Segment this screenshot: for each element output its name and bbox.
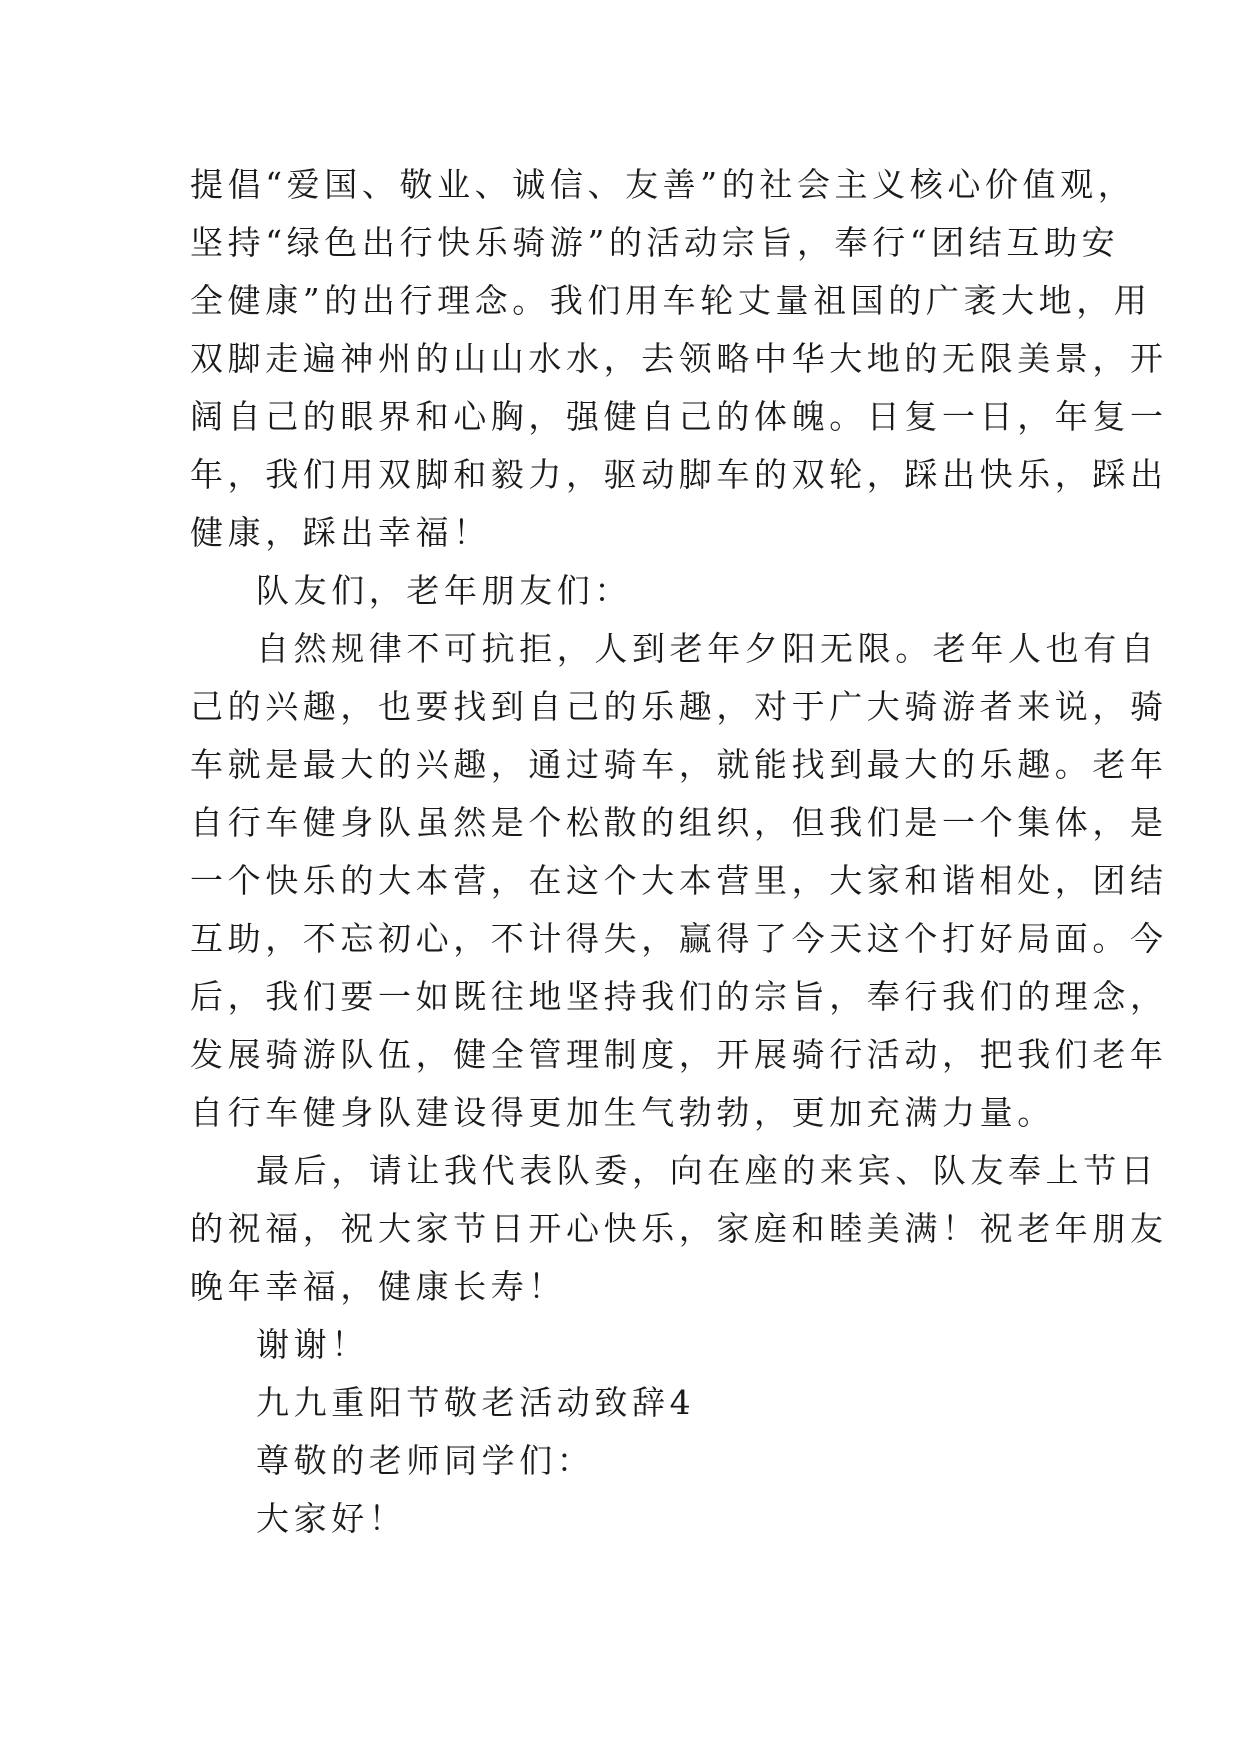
paragraph-line: 最后，请让我代表队委，向在座的来宾、队友奉上节日 — [256, 1151, 1159, 1190]
salutation-line: 尊敬的老师同学们： — [256, 1441, 595, 1480]
thanks-line: 谢谢！ — [256, 1325, 369, 1364]
section-heading: 九九重阳节敬老活动致辞4 — [256, 1383, 696, 1422]
paragraph-line: 己的兴趣，也要找到自己的乐趣，对于广大骑游者来说，骑 — [190, 687, 1168, 726]
paragraph-line: 提倡“爱国、敬业、诚信、友善”的社会主义核心价值观， — [190, 165, 1136, 204]
paragraph-line: 双脚走遍神州的山山水水，去领略中华大地的无限美景，开 — [190, 339, 1168, 378]
paragraph-line: 自行车健身队建设得更加生气勃勃，更加充满力量。 — [190, 1093, 1055, 1132]
paragraph-line: 后，我们要一如既往地坚持我们的宗旨，奉行我们的理念， — [190, 977, 1168, 1016]
paragraph-line: 车就是最大的兴趣，通过骑车，就能找到最大的乐趣。老年 — [190, 745, 1168, 784]
paragraph-line: 的祝福，祝大家节日开心快乐，家庭和睦美满！祝老年朋友 — [190, 1209, 1168, 1248]
document-body — [190, 156, 1168, 1548]
paragraph-line: 阔自己的眼界和心胸，强健自己的体魄。日复一日，年复一 — [190, 397, 1168, 436]
paragraph-line: 全健康”的出行理念。我们用车轮丈量祖国的广袤大地，用 — [190, 281, 1152, 320]
paragraph-line: 自然规律不可抗拒，人到老年夕阳无限。老年人也有自 — [256, 629, 1159, 668]
salutation-line: 队友们，老年朋友们： — [256, 571, 632, 610]
paragraph-line: 坚持“绿色出行快乐骑游”的活动宗旨，奉行“团结互助安 — [190, 223, 1120, 262]
paragraph-line: 年，我们用双脚和毅力，驱动脚车的双轮，踩出快乐，踩出 — [190, 455, 1168, 494]
paragraph-line: 发展骑游队伍，健全管理制度，开展骑行活动，把我们老年 — [190, 1035, 1168, 1074]
paragraph-line: 自行车健身队虽然是个松散的组织，但我们是一个集体，是 — [190, 803, 1168, 842]
paragraph-line: 晚年幸福，健康长寿！ — [190, 1267, 566, 1306]
greeting-line: 大家好！ — [256, 1499, 407, 1538]
paragraph-line: 一个快乐的大本营，在这个大本营里，大家和谐相处，团结 — [190, 861, 1168, 900]
paragraph-line: 互助，不忘初心，不计得失，赢得了今天这个打好局面。今 — [190, 919, 1168, 958]
paragraph-line: 健康，踩出幸福！ — [190, 513, 491, 552]
